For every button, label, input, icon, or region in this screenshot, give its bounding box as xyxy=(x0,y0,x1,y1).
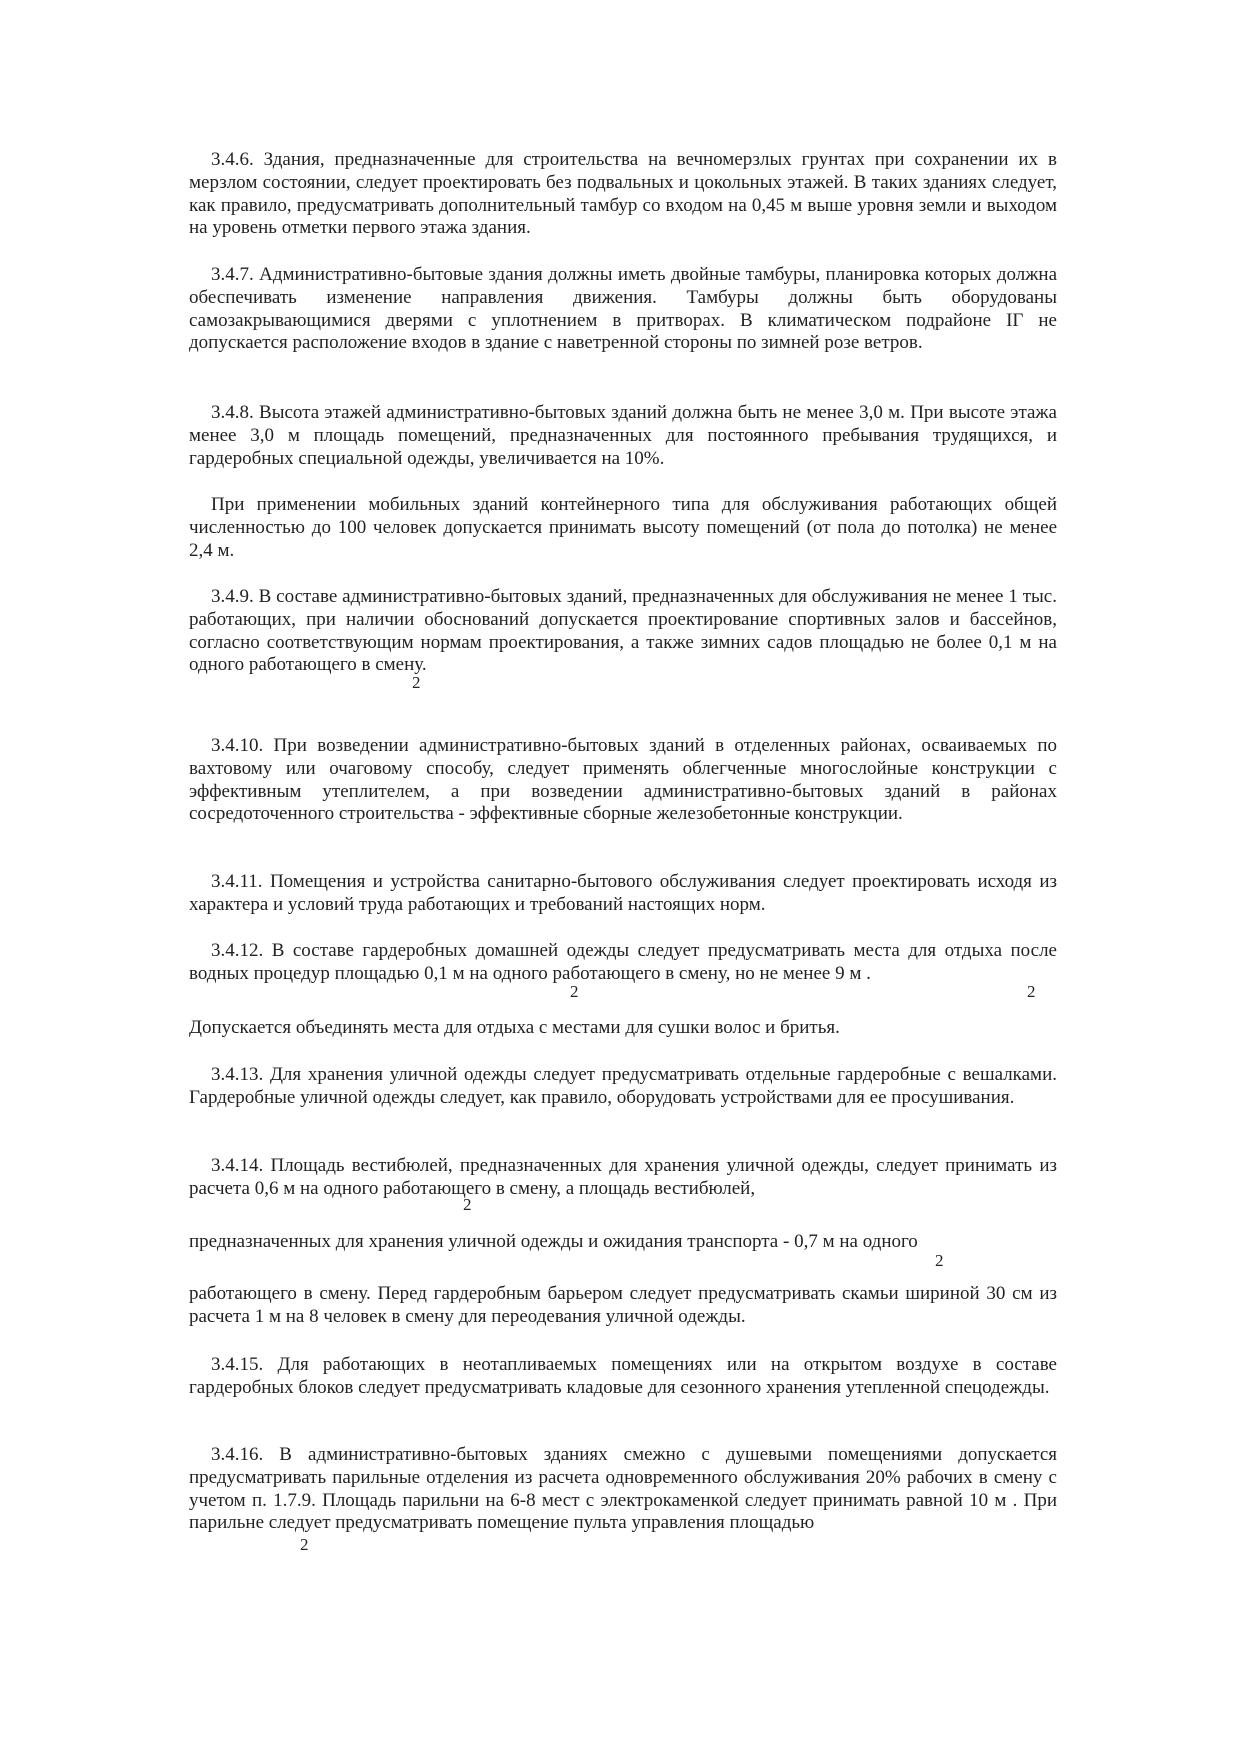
paragraph-3-4-14: 3.4.14. Площадь вестибюлей, предназначенных для хранения уличной одежды, следует принимать из расчета 0,6 м на одного работающего в смену, а площадь вестибюлей, xyxy=(189,1155,1057,1199)
superscript-2: 2 xyxy=(935,1251,944,1270)
superscript-2: 2 xyxy=(570,982,579,1001)
paragraph-3-4-14-cont: предназначенных для хранения уличной одежды и ожидания транспорта - 0,7 м на одного xyxy=(189,1231,918,1252)
superscript-2: 2 xyxy=(463,1195,472,1214)
paragraph-3-4-14-end: работающего в смену. Перед гардеробным барьером следует предусматривать скамьи шириной 30 см из расчета 1 м на 8 человек в смену для переодевания уличной одежды. xyxy=(189,1283,1057,1327)
paragraph-3-4-11: 3.4.11. Помещения и устройства санитарно-бытового обслуживания следует проектировать исходя из характера и условий труда работающих и требований настоящих норм. xyxy=(189,871,1057,915)
paragraph-3-4-16: 3.4.16. В административно-бытовых зданиях смежно с душевыми помещениями допускается предусматривать парильные отделения из расчета одновременного обслуживания 20% рабочих в смену с учетом п. 1.7.9. Площадь парильни на 6-8 мест с электрокаменкой следует принимать равной 10 м . При парильне следует предусматривать помещение пульта управления площадью xyxy=(189,1444,1057,1534)
paragraph-3-4-7: 3.4.7. Административно-бытовые здания должны иметь двойные тамбуры, планировка которых должна обеспечивать изменение направления движения. Тамбуры должны быть оборудованы самозакрывающимися дверями с уплотнением в притворах. В климатическом подрайоне IГ не допускается расположение входов в здание с наветренной стороны по зимней розе ветров. xyxy=(189,264,1057,354)
paragraph-rest-area-note: Допускается объединять места для отдыха с местами для сушки волос и бритья. xyxy=(189,1017,840,1038)
paragraph-3-4-15: 3.4.15. Для работающих в неотапливаемых помещениях или на открытом воздухе в составе гардеробных блоков следует предусматривать кладовые для сезонного хранения утепленной спецодежды. xyxy=(189,1354,1057,1398)
superscript-2: 2 xyxy=(300,1535,309,1554)
paragraph-3-4-9: 3.4.9. В составе административно-бытовых зданий, предназначенных для обслуживания не менее 1 тыс. работающих, при наличии обоснований допускается проектирование спортивных залов и бассейнов, согласно соответствующим нормам проектирования, а также зимних садов площадью не более 0,1 м на одного работающего в смену. xyxy=(189,586,1057,676)
superscript-2: 2 xyxy=(412,673,421,692)
superscript-2: 2 xyxy=(1027,982,1036,1001)
paragraph-3-4-10: 3.4.10. При возведении административно-бытовых зданий в отделенных районах, осваиваемых по вахтовому или очаговому способу, следует применять облегченные многослойные конструкции с эффективным утеплителем, а при возведении административно-бытовых зданий в районах сосредоточенного строительства - эффективные сборные железобетонные конструкции. xyxy=(189,735,1057,825)
paragraph-mobile-buildings: При применении мобильных зданий контейнерного типа для обслуживания работающих общей численностью до 100 человек допускается принимать высоту помещений (от пола до потолка) не менее 2,4 м. xyxy=(189,494,1057,561)
paragraph-3-4-6: 3.4.6. Здания, предназначенные для строительства на вечномерзлых грунтах при сохранении их в мерзлом состоянии, следует проектировать без подвальных и цокольных этажей. В таких зданиях следует, как правило, предусматривать дополнительный тамбур со входом на 0,45 м выше уровня земли и выходом на уровень отметки первого этажа здания. xyxy=(189,149,1057,239)
paragraph-3-4-8: 3.4.8. Высота этажей административно-бытовых зданий должна быть не менее 3,0 м. При высоте этажа менее 3,0 м площадь помещений, предназначенных для постоянного пребывания трудящихся, и гардеробных специальной одежды, увеличивается на 10%. xyxy=(189,402,1057,469)
paragraph-3-4-13: 3.4.13. Для хранения уличной одежды следует предусматривать отдельные гардеробные с вешалками. Гардеробные уличной одежды следует, как правило, оборудовать устройствами для ее просушивания. xyxy=(189,1064,1057,1108)
paragraph-3-4-12: 3.4.12. В составе гардеробных домашней одежды следует предусматривать места для отдыха после водных процедур площадью 0,1 м на одного работающего в смену, но не менее 9 м . xyxy=(189,940,1057,984)
